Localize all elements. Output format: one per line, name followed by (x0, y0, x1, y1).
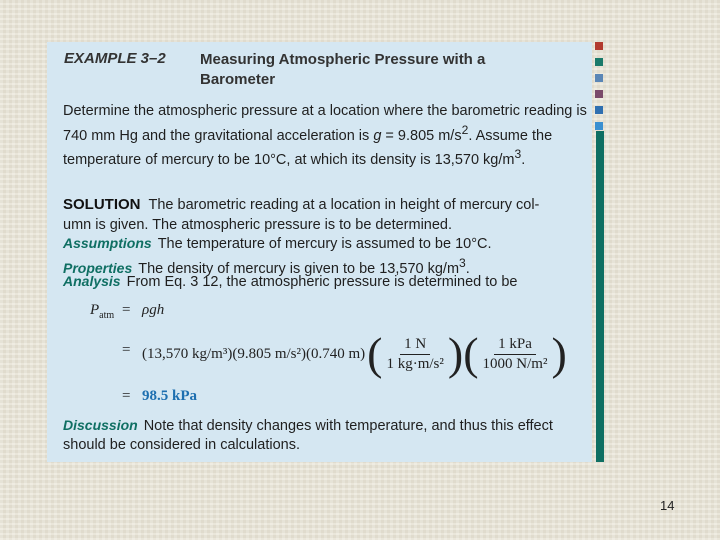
example-label: EXAMPLE 3–2 (64, 50, 166, 67)
fraction-kpa: $\frac{\text{1 kPa}}{\text{1000 N/m²}}$ (482, 335, 548, 372)
analysis-label: Analysis (63, 273, 121, 289)
properties-label: Properties (63, 259, 133, 276)
discussion-paragraph: Discussion Note that density changes with temperature, and thus this effect should be considered in calculations. (63, 417, 553, 453)
example-title: Measuring Atmospheric Pressure with a Barometer (200, 51, 486, 88)
assumptions-label: Assumptions (63, 235, 152, 251)
equation-factors: (13,570 kg/m³)(9.805 m/s²)(0.740 m) (142, 345, 366, 362)
red-square-icon (595, 42, 603, 50)
equation-equals-3: = (122, 388, 131, 404)
equation-rho-g-h: ρgh (142, 302, 165, 318)
problem-statement: Determine the atmospheric pressure at a location where the barometric reading is 740 mm Hg and the gravitational acceleration is g = 9.805 $m/s^2$. Assume the temperature of mercury to be 10°C, at which its density is 13,570 $kg/m^3$. (63, 103, 587, 168)
solution-paragraph: SOLUTION The barometric reading at a location in height of mercury col- (63, 196, 540, 213)
purple-square-icon (595, 90, 603, 98)
properties-paragraph: Properties The density of mercury is given to be 13,570 $kg/m^3$. (63, 256, 470, 277)
equation-equals-1: = (122, 302, 131, 318)
solution-continued: umn is given. The atmospheric pressure is to be determined. (63, 217, 453, 233)
solution-label: SOLUTION (63, 196, 141, 213)
equation-lhs: $P_{atm}$ (90, 302, 115, 321)
blue-square-icon (595, 74, 603, 82)
fraction-newton: $\frac{1 N}{\text{1 kg·m/s²}}$ (386, 335, 444, 372)
accent-sidebar-bar (596, 131, 604, 462)
blue-square-2-icon (595, 106, 603, 114)
discussion-label: Discussion (63, 417, 138, 433)
equation-result: 98.5 kPa (142, 388, 198, 404)
equation-equals-2: = (122, 342, 131, 358)
teal-square-icon (595, 58, 603, 66)
lightblue-square-icon (595, 122, 603, 130)
analysis-paragraph: Analysis From Eq. 3 12, the atmospheric pressure is determined to be (63, 273, 518, 290)
page-number: 14 (660, 498, 675, 513)
equation-expansion: (13,570 kg/m³)(9.805 m/s²)(0.740 m) ( $\frac{1 N}{\text{1 kg·m/s²}}$ )( $\frac{\text{1 kPa}}{\text{1000 N/m²}}$ ) (142, 328, 567, 379)
assumptions-paragraph: Assumptions The temperature of mercury is assumed to be 10°C. (63, 235, 492, 252)
